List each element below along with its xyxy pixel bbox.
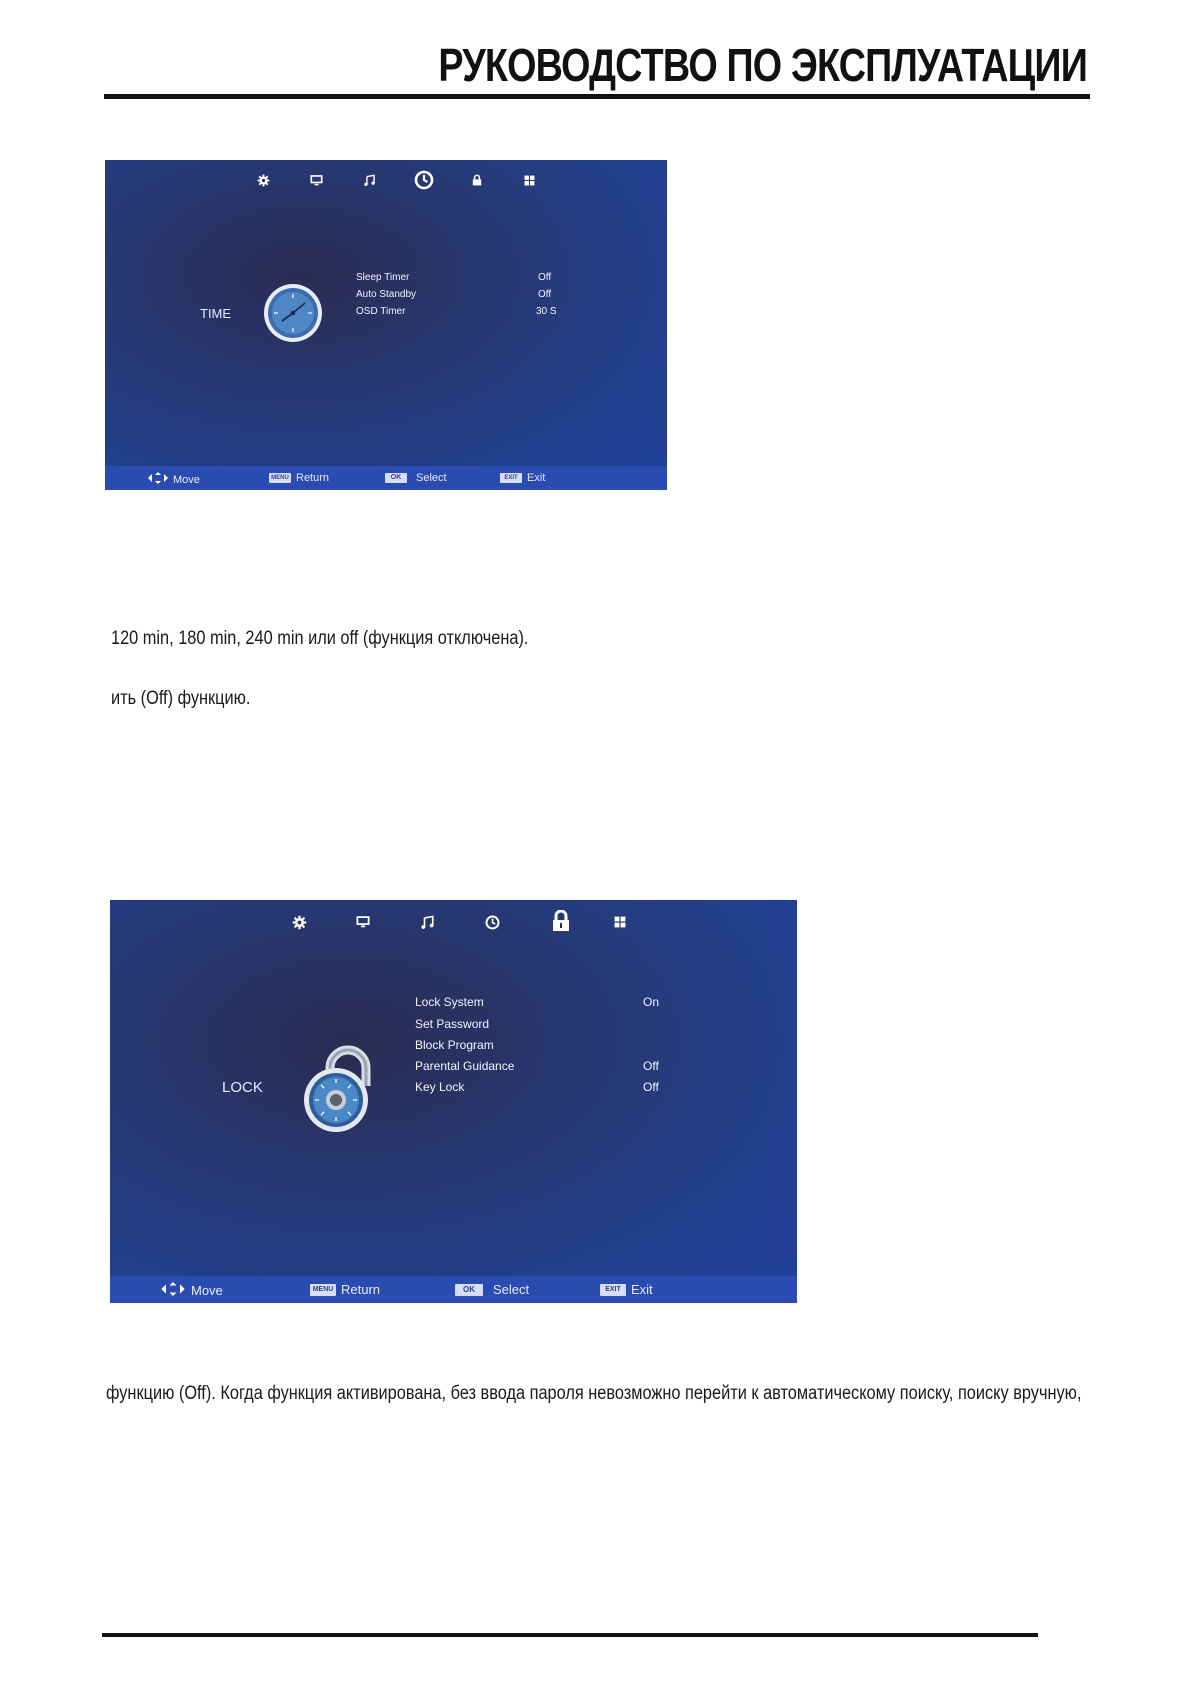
music-note-icon[interactable] — [413, 908, 441, 936]
option-sleep-timer[interactable] — [356, 272, 409, 283]
header-rule — [104, 94, 1090, 99]
option-auto-standby-value: Off — [538, 289, 552, 300]
arrows-icon — [160, 1282, 186, 1299]
return-label: Return — [296, 472, 330, 484]
paragraph-line: 120 min, 180 min, 240 min или off (функция отключена). — [111, 628, 529, 649]
move-label: Move — [173, 473, 200, 486]
ok-key-icon: OK — [385, 473, 407, 483]
footer-rule — [102, 1633, 1038, 1637]
option-parental-guidance[interactable] — [415, 1059, 514, 1073]
menu-key-icon: MENU — [269, 473, 291, 483]
paragraph-line: ить (Off) функцию. — [111, 688, 251, 709]
exit-hint — [500, 472, 545, 484]
gear-icon[interactable] — [251, 168, 275, 192]
page-title: РУКОВОДСТВО ПО ЭКСПЛУАТАЦИИ — [438, 39, 1087, 91]
option-label: Lock System — [415, 995, 484, 1009]
move-label: Move — [191, 1283, 223, 1298]
select-label: Select — [493, 1282, 530, 1297]
select-hint — [455, 1282, 529, 1297]
option-label: Auto Standby — [356, 289, 417, 300]
clock-icon[interactable] — [478, 908, 506, 936]
menu-label: TIME — [200, 306, 232, 321]
exit-label: Exit — [527, 472, 546, 484]
monitor-icon[interactable] — [304, 168, 328, 192]
hint-bar — [105, 466, 667, 490]
arrows-icon — [147, 472, 169, 487]
option-osd-timer[interactable] — [356, 306, 405, 317]
lock-menu-screenshot — [110, 900, 797, 1303]
grid-icon[interactable] — [517, 168, 541, 192]
monitor-icon[interactable] — [349, 908, 377, 936]
exit-hint — [600, 1282, 653, 1297]
exit-label: Exit — [631, 1282, 653, 1297]
option-block-program[interactable] — [415, 1038, 494, 1052]
exit-key-icon: EXIT — [500, 473, 522, 483]
option-key-lock-value: Off — [643, 1080, 659, 1094]
option-auto-standby[interactable] — [356, 289, 416, 300]
music-note-icon[interactable] — [357, 168, 381, 192]
return-label: Return — [341, 1282, 381, 1297]
option-label: OSD Timer — [356, 306, 406, 317]
return-hint — [310, 1282, 380, 1297]
lock-icon[interactable] — [544, 904, 578, 938]
grid-icon[interactable] — [606, 908, 634, 936]
move-hint — [160, 1282, 223, 1299]
gear-icon[interactable] — [285, 908, 313, 936]
clock-icon[interactable] — [409, 165, 439, 195]
option-osd-timer-value: 30 S — [536, 306, 557, 317]
time-menu-screenshot — [105, 160, 667, 490]
ok-key-icon: OK — [455, 1284, 483, 1296]
option-lock-system[interactable] — [415, 995, 484, 1009]
option-key-lock[interactable] — [415, 1080, 464, 1094]
option-parental-guidance-value: Off — [643, 1059, 659, 1073]
option-label: Sleep Timer — [356, 272, 410, 283]
select-label: Select — [416, 472, 447, 484]
padlock-illustration-icon — [300, 1042, 386, 1134]
option-set-password[interactable] — [415, 1017, 489, 1031]
move-hint — [147, 472, 200, 487]
return-hint — [269, 472, 329, 484]
option-label: Block Program — [415, 1038, 494, 1052]
clock-illustration-icon — [262, 282, 324, 344]
select-hint — [385, 472, 447, 484]
menu-label: LOCK — [222, 1079, 263, 1096]
lock-icon[interactable] — [465, 168, 489, 192]
option-label: Key Lock — [415, 1080, 465, 1094]
menu-key-icon: MENU — [310, 1284, 336, 1296]
option-label: Set Password — [415, 1017, 490, 1031]
exit-key-icon: EXIT — [600, 1284, 626, 1296]
paragraph-line: функцию (Off). Когда функция активирована, без ввода пароля невозможно перейти к автоматическому поиску, поиску вручную, — [106, 1383, 1082, 1404]
option-lock-system-value: On — [643, 995, 660, 1009]
option-sleep-timer-value: Off — [538, 272, 552, 283]
option-label: Parental Guidance — [415, 1059, 515, 1073]
hint-bar — [110, 1276, 797, 1303]
